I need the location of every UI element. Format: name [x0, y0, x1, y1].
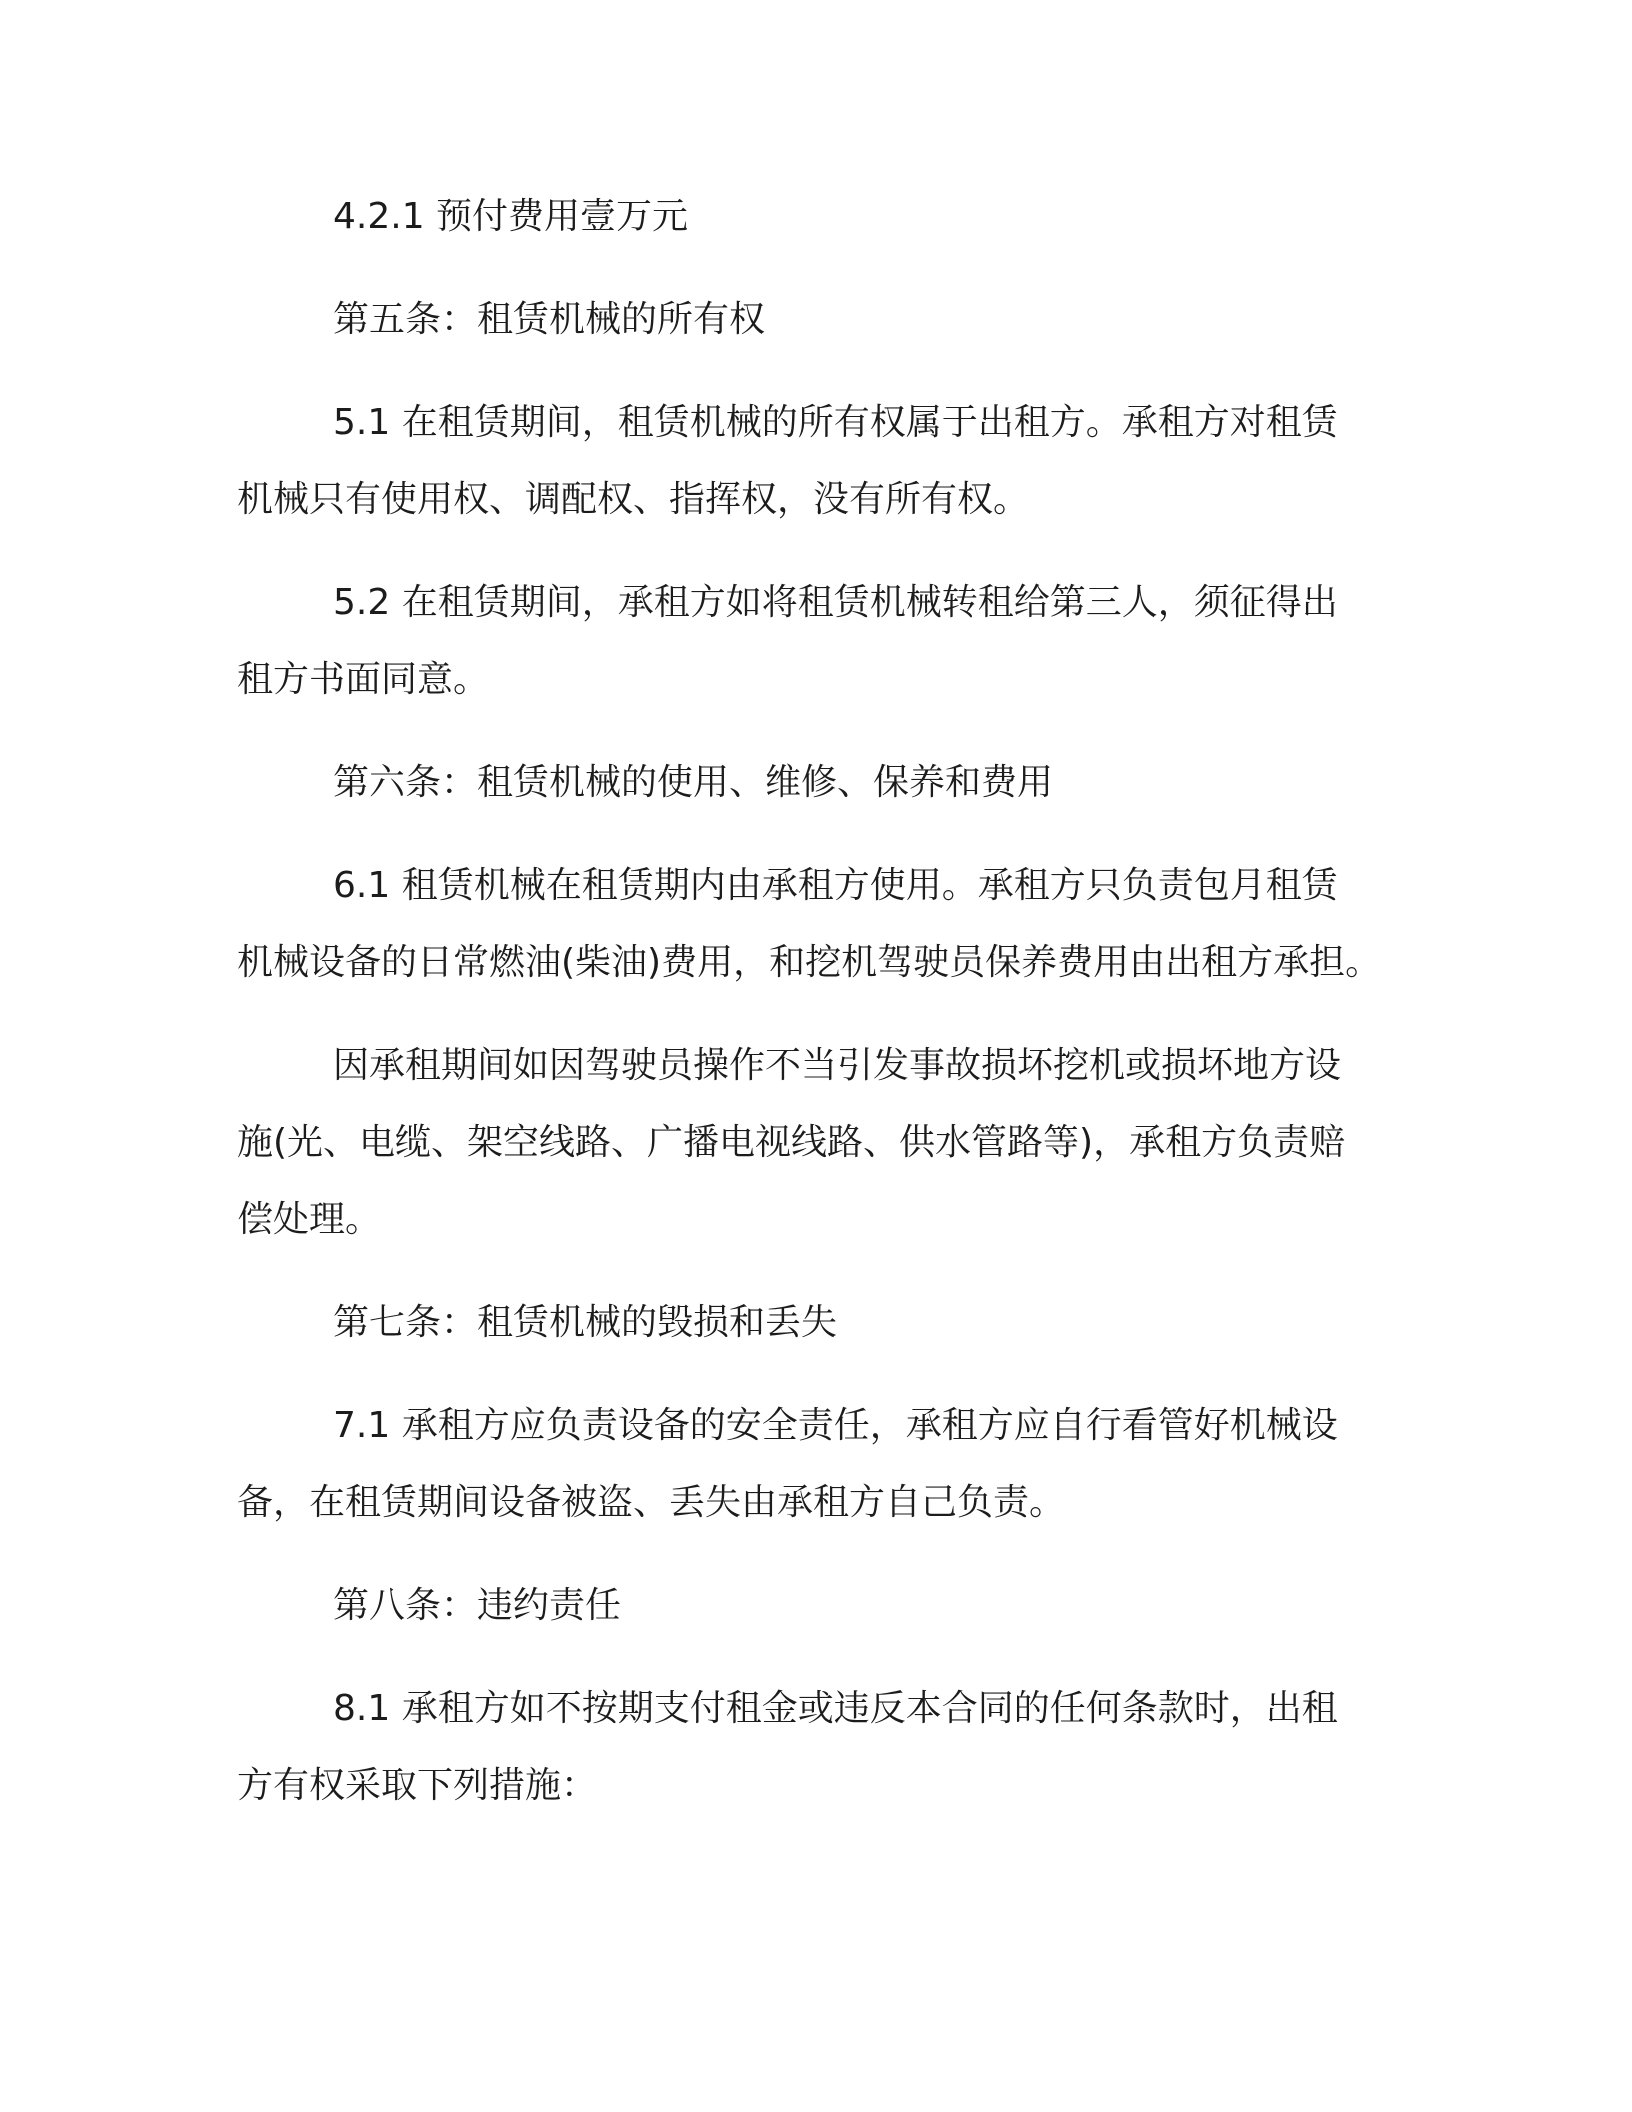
article-5-heading — [237, 281, 1632, 358]
clause-5-1 — [237, 384, 1632, 538]
paragraph-line: 偿处理。 — [237, 1199, 382, 1240]
paragraph-line: 施(光、电缆、架空线路、广播电视线路、供水管路等)，承租方负责赔 — [237, 1122, 1346, 1163]
paragraph-line: 方有权采取下列措施： — [237, 1765, 598, 1806]
heading-line: 第五条：租赁机械的所有权 — [333, 299, 766, 340]
clause-7-1 — [237, 1387, 1632, 1541]
paragraph-line: 因承租期间如因驾驶员操作不当引发事故损坏挖机或损坏地方设 — [333, 1045, 1342, 1086]
clause-5-2 — [237, 564, 1632, 718]
article-8-heading — [237, 1567, 1632, 1644]
paragraph-line: 6.1 租赁机械在租赁期内由承租方使用。承租方只负责包月租赁 — [333, 865, 1338, 906]
clause-8-1 — [237, 1670, 1632, 1824]
paragraph-line: 机械设备的日常燃油(柴油)费用，和挖机驾驶员保养费用由出租方承担。 — [237, 942, 1382, 983]
paragraph-line: 租方书面同意。 — [237, 659, 490, 700]
heading-line: 第八条：违约责任 — [333, 1585, 622, 1626]
clause-6-1 — [237, 847, 1632, 1001]
paragraph-line: 5.1 在租赁期间，租赁机械的所有权属于出租方。承租方对租赁 — [333, 402, 1338, 443]
paragraph-line: 7.1 承租方应负责设备的安全责任，承租方应自行看管好机械设 — [333, 1405, 1338, 1446]
heading-line: 第七条：租赁机械的毁损和丢失 — [333, 1302, 838, 1343]
paragraph-line: 8.1 承租方如不按期支付租金或违反本合同的任何条款时，出租 — [333, 1688, 1338, 1729]
clause-6-1-liability — [237, 1027, 1632, 1258]
paragraph-line: 机械只有使用权、调配权、指挥权，没有所有权。 — [237, 479, 1030, 520]
article-7-heading — [237, 1284, 1632, 1361]
paragraph-line: 5.2 在租赁期间，承租方如将租赁机械转租给第三人，须征得出 — [333, 582, 1338, 623]
paragraph-line: 备，在租赁期间设备被盗、丢失由承租方自己负责。 — [237, 1482, 1066, 1523]
paragraph-line: 4.2.1 预付费用壹万元 — [333, 196, 689, 237]
heading-line: 第六条：租赁机械的使用、维修、保养和费用 — [333, 762, 1054, 803]
clause-4-2-1 — [237, 178, 1632, 255]
article-6-heading — [237, 744, 1632, 821]
